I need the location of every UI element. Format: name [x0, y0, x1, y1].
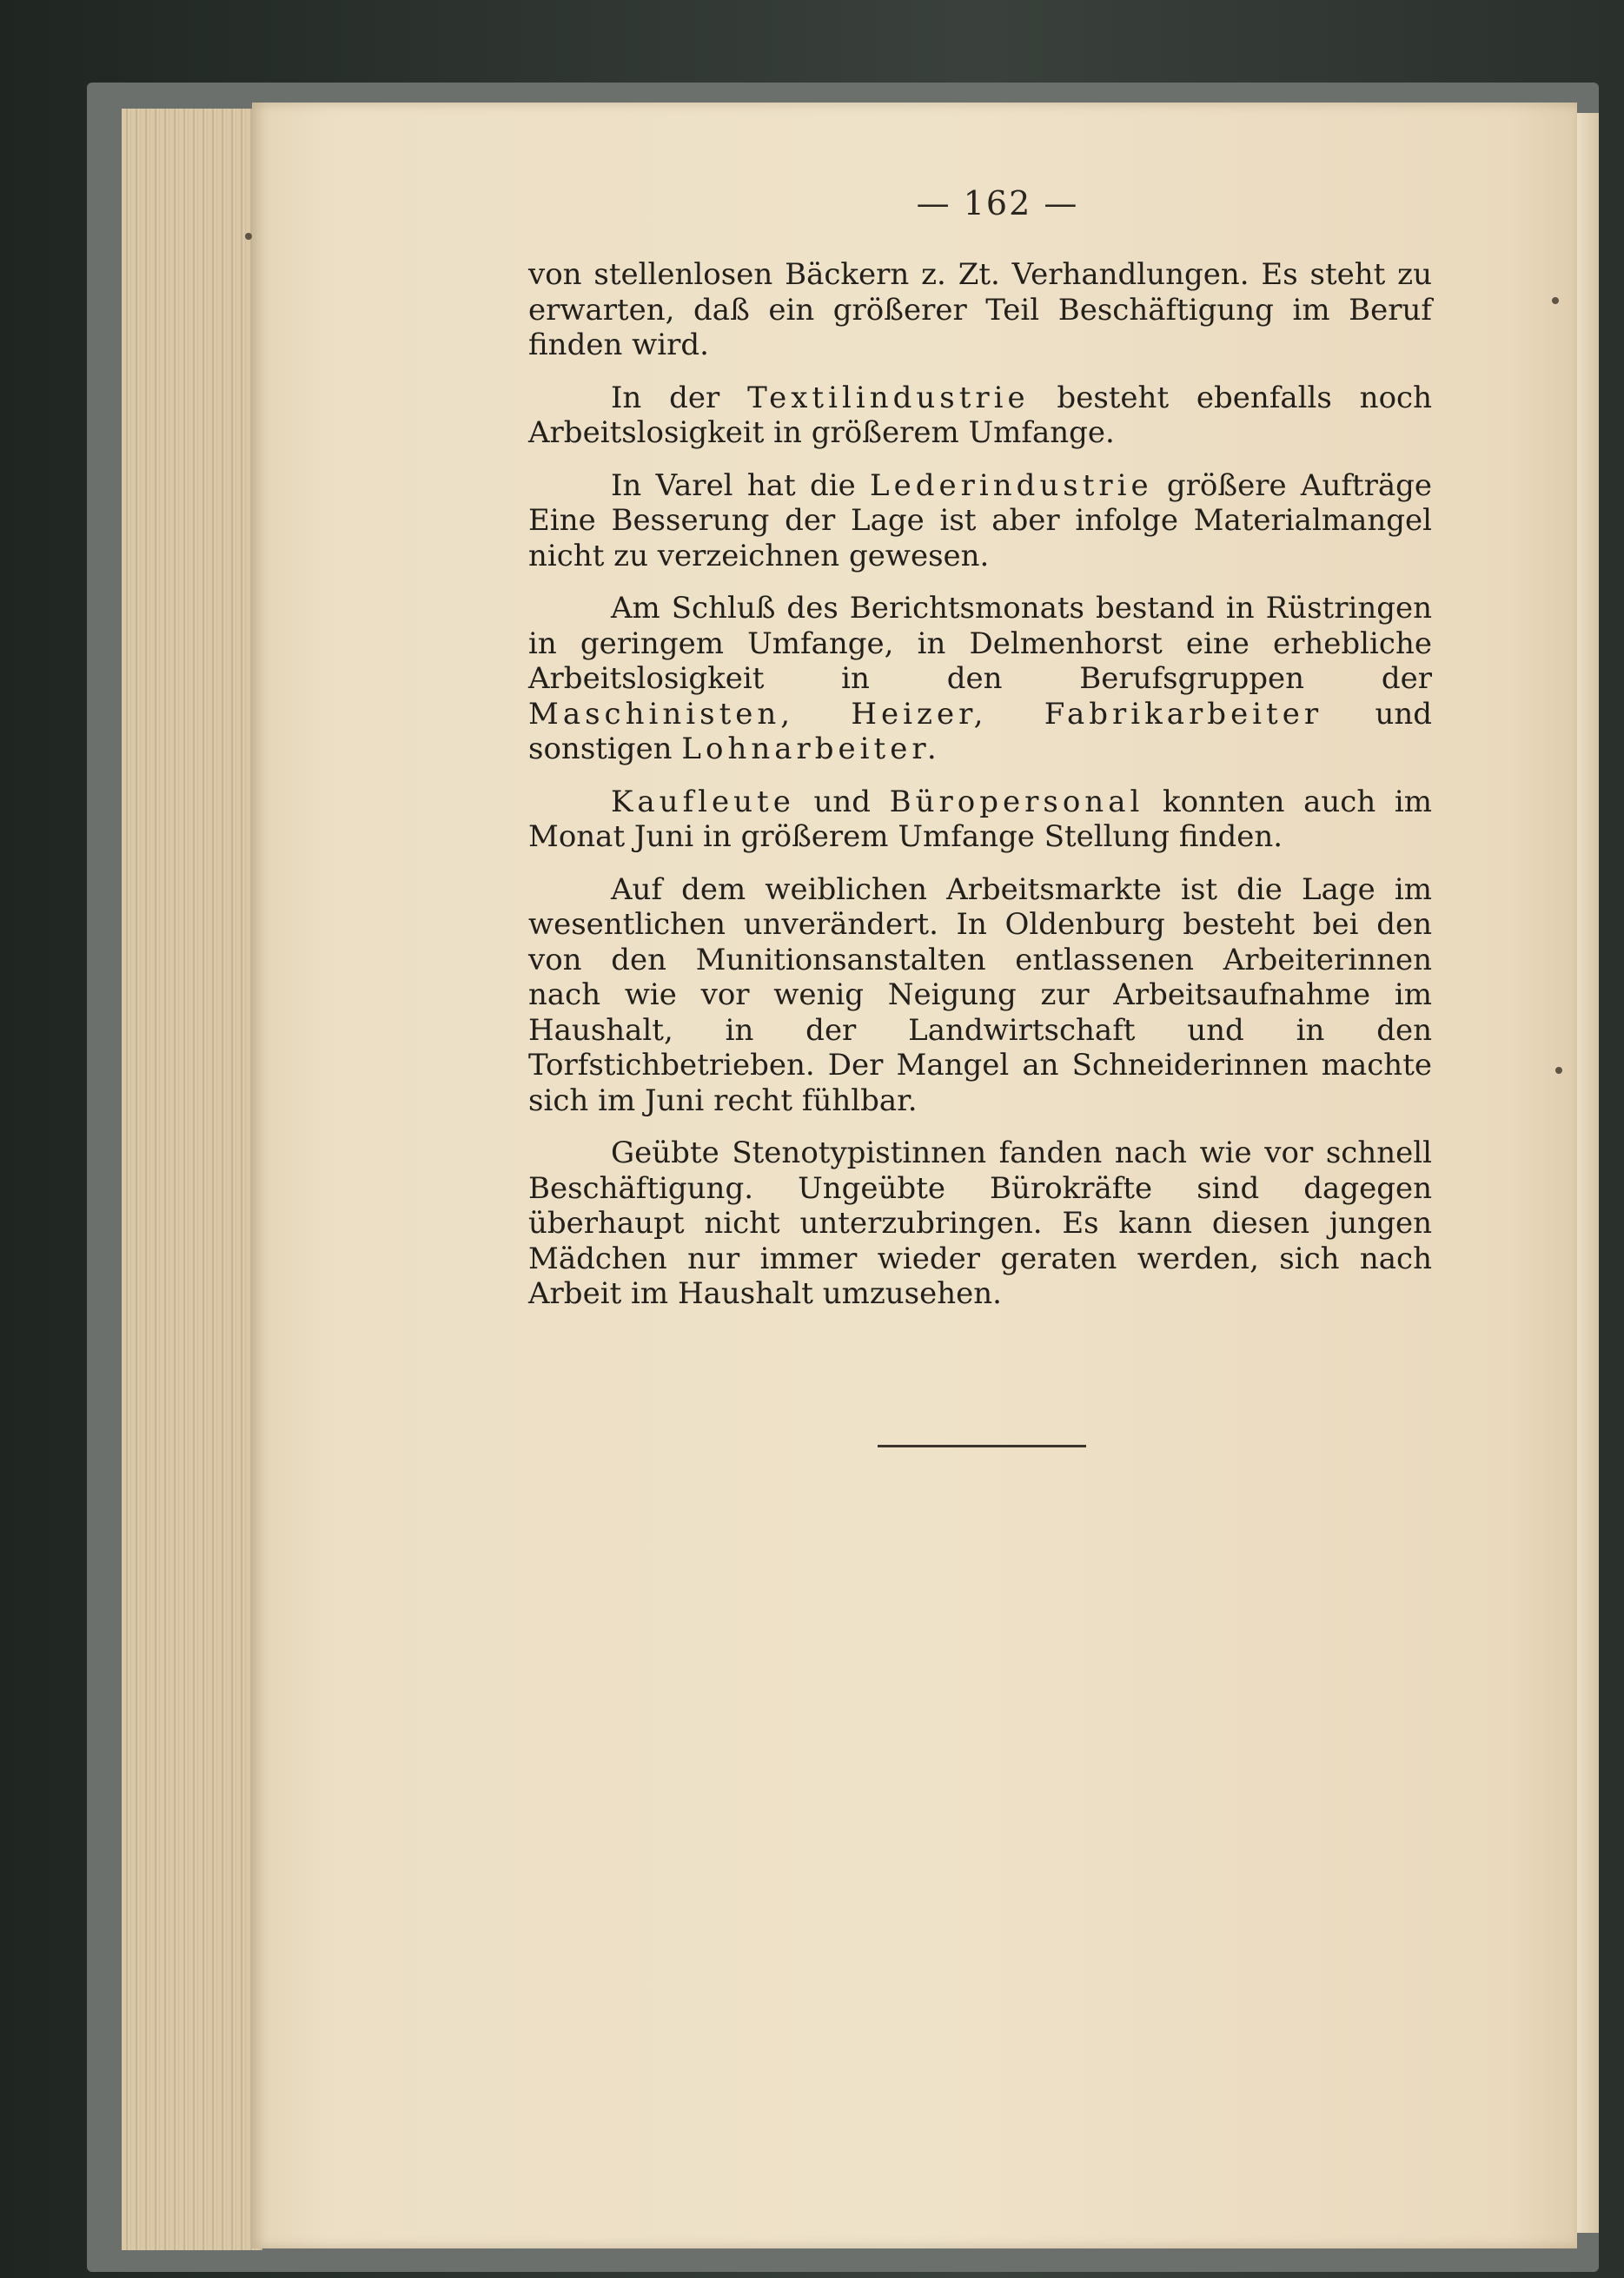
margin-mark — [1555, 1067, 1562, 1074]
page-number: — 162 — — [916, 184, 1079, 222]
paragraph — [528, 257, 1432, 363]
paragraph-text: Auf dem weiblichen Arbeitsmarkte ist die Lage im wesentlichen unverändert. In Oldenburg besteht bei den von den Munitionsanstalten entlassenen Arbeiterinnen nach wie vor wenig Neigung zur Arbeitsaufnahme im Haushalt, in der Landwirtschaft und in den Torfstichbetrieben. Der Mangel an Schneiderinnen machte sich im Juni recht fühlbar. — [528, 871, 1432, 1118]
paragraph — [528, 381, 1432, 451]
page-edges — [122, 109, 262, 2250]
paragraph — [528, 468, 1432, 574]
paragraph-text: größere Aufträge Eine Besserung der Lage ist aber infolge Materialmangel nicht zu verzeichnen gewesen. — [528, 467, 1432, 573]
spaced-emphasis-text: Maschinisten, Heizer, Fabrikarbeiter — [528, 696, 1323, 732]
spaced-emphasis-text: Kaufleute — [611, 784, 795, 819]
paragraph-text: In Varel hat die — [611, 467, 870, 503]
section-divider-rule — [878, 1445, 1086, 1447]
paragraph-text: besteht ebenfalls noch Arbeitslosigkeit in größerem Umfange. — [528, 380, 1432, 450]
margin-mark — [245, 233, 252, 240]
spaced-emphasis-text: Lohnarbeiter. — [681, 732, 941, 766]
spaced-emphasis-text: Textilindustrie — [747, 380, 1030, 415]
paragraph — [528, 785, 1432, 855]
paragraph — [528, 591, 1432, 767]
page-content — [528, 184, 1432, 1312]
spaced-emphasis-text: Büropersonal — [889, 784, 1144, 819]
body-text — [528, 257, 1432, 1312]
spaced-emphasis-text: Lederindustrie — [870, 467, 1153, 503]
book-page — [252, 103, 1577, 2248]
paragraph-text: und sonstigen — [528, 696, 1433, 766]
paragraph — [528, 872, 1432, 1119]
paragraph-text: Am Schluß des Berichtsmonats bestand in Rüstringen in geringem Umfange, in Delmenhorst eine erhebliche Arbeitslosigkeit in den Berufsgruppen der — [528, 591, 1432, 696]
paragraph-text: und — [794, 784, 890, 819]
paragraph-text: Geübte Stenotypistinnen fanden nach wie vor schnell Beschäftigung. Ungeübte Bürokräfte sind dagegen überhaupt nicht unterzubringen. Es kann diesen jungen Mädchen nur immer wieder geraten werden, sich nach Arbeit im Haushalt umzusehen. — [528, 1136, 1432, 1311]
paragraph-text: konnten auch im Monat Juni in größerem Umfange Stellung finden. — [528, 784, 1432, 854]
paragraph-text: von stellenlosen Bäckern z. Zt. Verhandlungen. Es steht zu erwarten, daß ein größerer Teil Beschäftigung im Beruf finden wird. — [528, 257, 1432, 362]
margin-mark — [1552, 297, 1559, 304]
paragraph — [528, 1136, 1432, 1312]
paragraph-text: In der — [611, 380, 748, 415]
